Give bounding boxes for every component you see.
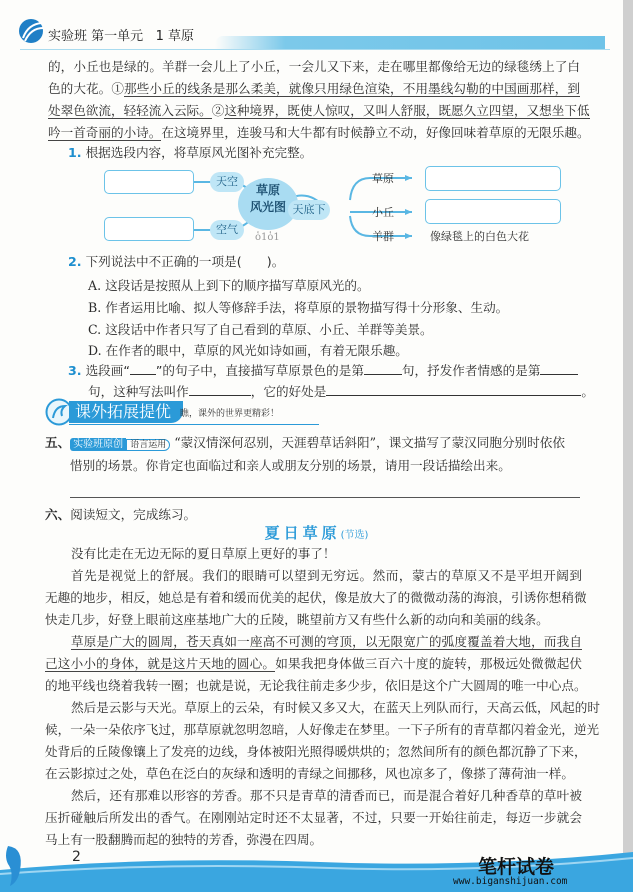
question-number: 2.: [68, 254, 82, 269]
air-cloud: 空气: [210, 220, 244, 240]
header-line: [20, 49, 610, 50]
question-text: 根据选段内容，将草原风光图补充完整。: [85, 145, 313, 160]
lesson-number: 1: [155, 29, 164, 44]
text-segment: 首先是视觉上的舒展。我们的眼睛可以望到无穷远。然而，蒙古的草原又不是平坦开阔到: [71, 568, 582, 583]
text-line: [45, 742, 587, 762]
unit-name: 第一单元: [91, 29, 144, 44]
text-segment: 然后是云影与天光。草原上的云朵，有时候又多又大，在蓝天上列队而行，天高云低，风起的时: [71, 700, 600, 715]
section-banner: [45, 398, 310, 426]
text-line: [45, 720, 600, 740]
option-b[interactable]: B. 作者运用比喻、拟人等修辞手法，将草原的景物描写得十分形象、生动。: [88, 300, 509, 315]
underlined-sentence: 处翠色欲流，轻轻流入云际。: [48, 103, 212, 118]
dolphin-icon: [2, 842, 28, 890]
underlined-sentence: 那些小丘的线条是那么柔美，就像只用绿色渲染，不用墨线勾勒的中国画那样，到: [124, 81, 581, 96]
underline-mark-blank: [130, 361, 156, 375]
sheep-label: 羊群: [372, 230, 394, 243]
sky-answer-box[interactable]: [104, 170, 194, 194]
header-title: [48, 25, 194, 44]
text-segment: 如果我把身体做三百六十度的旋转，那极远处微微起伏: [275, 656, 583, 671]
text-segment: 处背后的丘陵像镶上了发亮的边线，身体被阳光照得暖烘烘的；忽然间所有的颜色都沉静了下来，: [45, 744, 587, 759]
text-segment: 压折碰触后所发出的香气。在刚刚站定时还不太显著，不过，只要一开始往前走，每迈一步就会: [45, 810, 582, 825]
below-sky-cloud: 天底下: [288, 200, 330, 220]
option-c[interactable]: C. 这段话中作者只写了自己看到的草原、小丘、羊群等美景。: [88, 322, 433, 337]
logo-icon: [18, 18, 44, 44]
question-number: 六、: [45, 507, 71, 522]
sheep-icon: ὁ1ὁ1: [255, 232, 280, 243]
question-text: 阅读短文，完成练习。: [70, 507, 197, 522]
question-2: [68, 251, 284, 270]
text-line: [45, 588, 587, 608]
text-segment: 马上有一股翻腾而起的独特的芳香，弥漫在四周。: [45, 832, 323, 847]
article-title-text: 夏日草原: [264, 524, 341, 542]
question-number: 五、: [45, 435, 71, 450]
text-line: [71, 566, 582, 586]
question-text: “蒙汉情深何忍别，天涯碧草话斜阳”，课文描写了蒙汉同胞分别时依依: [174, 435, 565, 450]
text-segment: ②: [211, 103, 225, 118]
text-line: [48, 79, 580, 99]
text-line: [45, 610, 582, 630]
center-line-2: 风光图: [249, 200, 286, 214]
underlined-sentence: 草原是广大的圆周，苍天真如一座高不可测的穹顶，以无限宽广的弧度覆盖着大地，而我自: [71, 634, 582, 649]
text-segment: 在这境界里，连骏马和大牛都有时候静立不动，好像回味着草原的无限乐趣。: [161, 125, 590, 140]
header-band: [215, 36, 605, 49]
q3-text: ”的句子中，直接描写草原景色的是第: [155, 363, 364, 378]
text-line: [71, 698, 600, 718]
benefit-blank[interactable]: [326, 382, 581, 396]
question-1: [68, 142, 312, 161]
text-segment: 没有比走在无边无际的夏日草原上更好的事了！: [71, 546, 336, 561]
text-segment: 无趣的地步，相反，她总是有着和缓而优美的起伏，像是放大了的微微动荡的海浪，引诱你想稍微: [45, 590, 587, 605]
q3-text: 句，这种写法叫作: [88, 384, 189, 399]
lesson-name: 草原: [168, 29, 195, 44]
watermark-url: www.biganshijuan.com: [453, 876, 568, 887]
text-line: [45, 764, 582, 784]
answer-line[interactable]: [70, 497, 580, 498]
grass-answer-box[interactable]: [425, 166, 561, 191]
question-text-line-2: 惜别的场景。你肯定也面临过和亲人或朋友分别的场景，请用一段话描绘出来。: [70, 458, 511, 473]
air-answer-box[interactable]: [104, 217, 194, 241]
q3-text: 。: [581, 384, 594, 399]
text-line: [48, 101, 590, 121]
q3-text: ，它的好处是: [250, 384, 327, 399]
text-line: [45, 830, 582, 850]
original-tag: 实验班原创: [70, 438, 126, 451]
question-number: 3.: [68, 363, 82, 378]
option-a[interactable]: A. 这段话是按照从上到下的顺序描写草原风光的。: [88, 278, 370, 293]
hill-label: 小丘: [372, 206, 394, 219]
watermark-logo: 笔杆试卷: [478, 856, 555, 878]
grass-label: 草原: [372, 172, 394, 185]
article-note: (节选): [340, 530, 369, 541]
text-line: [71, 544, 582, 564]
text-segment: 在云影掠过之处，草色在泛白的灰绿和透明的青绿之间挪移，风也凉多了，像搽了薄荷油一样。: [45, 766, 574, 781]
series-name: 实验班: [48, 29, 88, 44]
technique-blank[interactable]: [189, 382, 251, 396]
sheep-answer: 像绿毯上的白色大花: [430, 230, 529, 243]
banner-underline: [69, 424, 319, 425]
text-line: [45, 808, 582, 828]
text-segment: 快走几步，好登上眼前这座基地广大的丘陵，眺望前方又有些什么新的动向和美丽的线条。: [45, 612, 549, 627]
category-tag: 语言运用: [126, 439, 170, 451]
scenery-sentence-blank[interactable]: [364, 361, 402, 375]
sky-cloud: 天空: [210, 172, 244, 192]
text-segment: 色的大花。①: [48, 81, 125, 96]
option-d[interactable]: D. 在作者的眼中，草原的风光如诗如画，有着无限乐趣。: [88, 343, 408, 358]
article-title: [0, 522, 633, 543]
text-line: [45, 654, 582, 674]
center-line-1: 草原: [255, 183, 280, 197]
text-segment: 的地平线也绕着我转一圈；也就是说，无论我往前走多少步，依旧是这个广大圆周的唯一中心点。: [45, 678, 587, 693]
question-3: [68, 360, 578, 379]
text-segment: 的，小丘也是绿的。羊群一会儿上了小丘，一会儿又下来，走在哪里都像给无边的绿毯绣上了白: [48, 59, 580, 74]
text-segment: 候，一朵一朵依序飞过，那草原就忽明忽暗，人好像走在梦里。一下子所有的青草都闪着金光，逆光: [45, 722, 600, 737]
banner-title: 课外拓展提优: [69, 401, 183, 423]
page-number: 2: [72, 849, 81, 865]
question-6: [45, 504, 196, 523]
q3-text: 句，抒发作者情感的是第: [401, 363, 541, 378]
q3-text: 选段画“: [85, 363, 130, 378]
question-5: [45, 432, 565, 451]
text-line: [48, 123, 590, 143]
text-line: [45, 676, 587, 696]
text-line: [71, 632, 582, 652]
text-segment: 然后，还有那难以形容的芳香。那不只是青草的清香而已，而是混合着好几种香草的草叶被: [71, 788, 582, 803]
underlined-sentence: 吟一首奇丽的小诗。: [48, 125, 162, 140]
text-line: [71, 786, 582, 806]
banner-slogan: 瞧，课外的世界更精彩！: [180, 409, 280, 419]
hill-answer-box[interactable]: [425, 199, 561, 224]
scan-edge: [623, 0, 633, 892]
question-text: 下列说法中不正确的一项是( )。: [85, 254, 285, 269]
emotion-sentence-blank[interactable]: [540, 361, 578, 375]
question-number: 1.: [68, 145, 82, 160]
underlined-sentence: 这种境界，既使人惊叹，又叫人舒服，既愿久立四望，又想坐下低: [224, 103, 590, 118]
underlined-sentence: 己这小小的身体，就是这片天地的圆心。: [45, 656, 276, 671]
text-line: [48, 57, 580, 77]
